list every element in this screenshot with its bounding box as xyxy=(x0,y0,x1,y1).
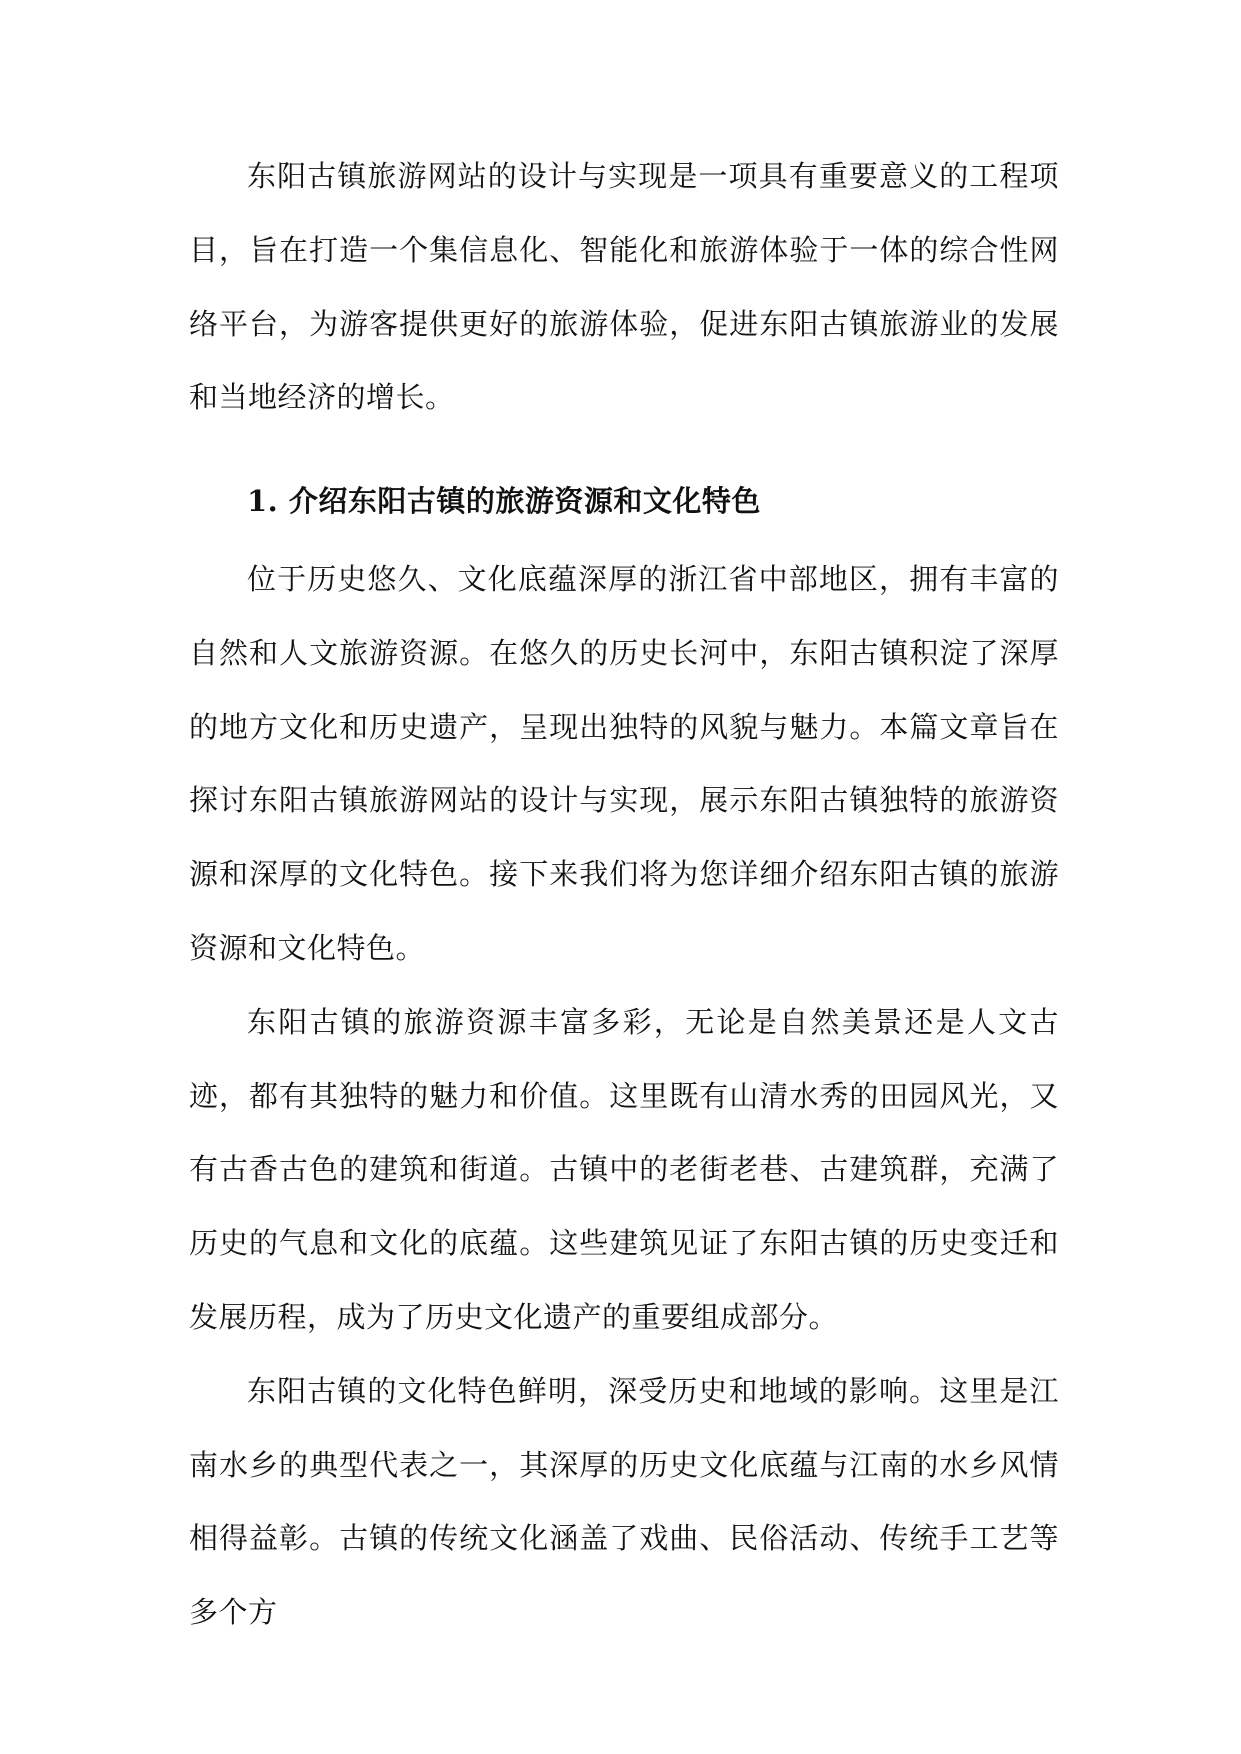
section-heading: 1. 介绍东阳古镇的旅游资源和文化特色 xyxy=(247,484,761,519)
body-paragraph: 东阳古镇的旅游资源丰富多彩，无论是自然美景还是人文古迹，都有其独特的魅力和价值。这里既有山清水秀的田园风光，又有古香古色的建筑和街道。古镇中的老街老巷、古建筑群，充满了历史的气息和文化的底蕴。这些建筑见证了东阳古镇的历史变迁和发展历程，成为了历史文化遗产的重要组成部分。 xyxy=(189,1004,1059,1334)
intro-paragraph: 东阳古镇旅游网站的设计与实现是一项具有重要意义的工程项目，旨在打造一个集信息化、智能化和旅游体验于一体的综合性网络平台，为游客提供更好的旅游体验，促进东阳古镇旅游业的发展和当地经济的增长。 xyxy=(189,159,1059,415)
body-paragraph: 东阳古镇的文化特色鲜明，深受历史和地域的影响。这里是江南水乡的典型代表之一，其深厚的历史文化底蕴与江南的水乡风情相得益彰。古镇的传统文化涵盖了戏曲、民俗活动、传统手工艺等多个方 xyxy=(189,1373,1059,1630)
document-body xyxy=(189,140,1059,1650)
body-paragraph: 位于历史悠久、文化底蕴深厚的浙江省中部地区，拥有丰富的自然和人文旅游资源。在悠久的历史长河中，东阳古镇积淀了深厚的地方文化和历史遗产，呈现出独特的风貌与魅力。本篇文章旨在探讨东阳古镇旅游网站的设计与实现，展示东阳古镇独特的旅游资源和深厚的文化特色。接下来我们将为您详细介绍东阳古镇的旅游资源和文化特色。 xyxy=(189,561,1059,965)
